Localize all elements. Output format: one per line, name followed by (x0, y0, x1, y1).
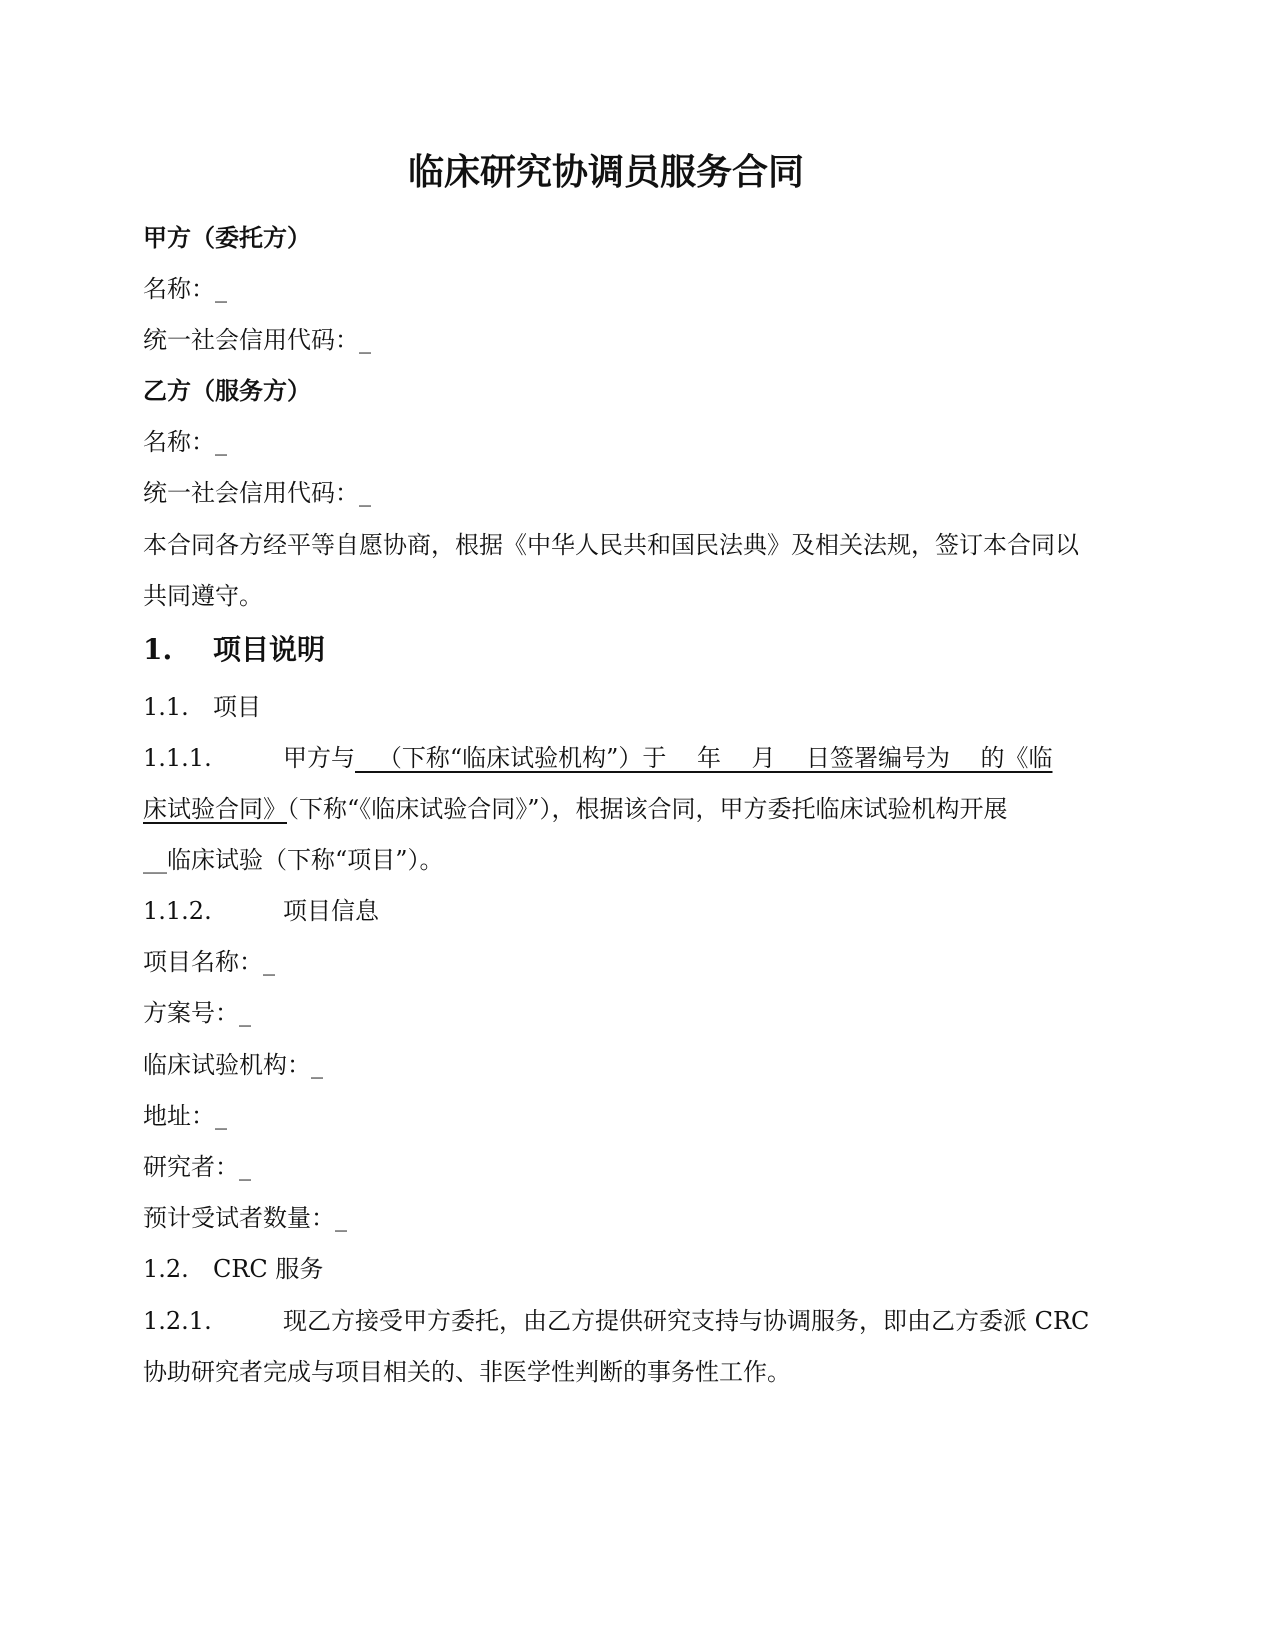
field-value: _ (311, 1051, 323, 1079)
project-field-protocol (143, 997, 251, 1029)
preamble-line-1: 本合同各方经平等自愿协商，根据《中华人民共和国民法典》及相关法规，签订本合同以 (143, 531, 1079, 559)
section-1-2-1-line-1 (143, 1305, 1089, 1337)
section-1-1-1-contract-name: 床试验合同》 (143, 795, 287, 823)
section-1-2-heading (143, 1253, 323, 1285)
project-field-subject-count (143, 1202, 347, 1234)
party-b-code-label: 统一社会信用代码： (143, 479, 359, 507)
party-b-name-label: 名称： (143, 428, 215, 456)
section-1-1-1-number: 1.1.1. (143, 744, 212, 772)
party-a-code-label: 统一社会信用代码： (143, 326, 359, 354)
party-a-name (143, 273, 227, 305)
party-b-code-value: _ (359, 479, 371, 507)
field-label: 临床试验机构： (143, 1051, 311, 1079)
section-1-1-1-text-b: （下称“临床试验机构”）于 年 月 日签署编号为 的《临 (355, 744, 1053, 772)
party-a-code (143, 324, 371, 356)
section-1-1-title: 项目 (213, 693, 261, 721)
party-a-heading: 甲方（委托方） (143, 223, 311, 252)
section-1-title: 项目说明 (213, 633, 326, 666)
field-label: 地址： (143, 1102, 215, 1130)
field-value: _ (239, 1153, 251, 1181)
document-title: 临床研究协调员服务合同 (407, 151, 804, 193)
section-1-1-2-number: 1.1.2. (143, 897, 212, 925)
party-b-heading: 乙方（服务方） (143, 376, 311, 405)
section-1-1-1-text-c: （下称“《临床试验合同》”），根据该合同，甲方委托临床试验机构开展 (287, 795, 1008, 823)
section-1-2-number: 1.2. (143, 1255, 189, 1283)
party-b-code (143, 477, 371, 509)
project-field-investigator (143, 1151, 251, 1183)
section-1-2-1-number: 1.2.1. (143, 1307, 212, 1335)
party-a-name-value: _ (215, 275, 227, 303)
project-field-institution (143, 1049, 323, 1081)
section-1-heading (143, 632, 325, 668)
preamble-line-2: 共同遵守。 (143, 582, 263, 610)
section-1-2-title: CRC 服务 (213, 1255, 324, 1283)
section-1-2-1-line-2: 协助研究者完成与项目相关的、非医学性判断的事务性工作。 (143, 1358, 791, 1386)
field-value: _ (335, 1204, 347, 1232)
field-value: _ (239, 999, 251, 1027)
section-1-1-1-line-1 (143, 742, 1053, 774)
party-b-name-value: _ (215, 428, 227, 456)
section-1-1-1-text-a: 甲方与 (283, 744, 355, 772)
project-field-address (143, 1100, 227, 1132)
field-label: 方案号： (143, 999, 239, 1027)
party-a-code-value: _ (359, 326, 371, 354)
party-b-name (143, 426, 227, 458)
field-label: 预计受试者数量： (143, 1204, 335, 1232)
field-value: _ (215, 1102, 227, 1130)
section-1-1-number: 1.1. (143, 693, 189, 721)
field-label: 项目名称： (143, 948, 263, 976)
field-value: _ (263, 948, 275, 976)
section-1-1-1-line-2 (143, 793, 1008, 825)
section-1-number: 1. (143, 633, 173, 666)
section-1-2-1-text: 现乙方接受甲方委托，由乙方提供研究支持与协调服务，即由乙方委派 CRC (283, 1307, 1090, 1335)
project-field-name (143, 946, 275, 978)
field-label: 研究者： (143, 1153, 239, 1181)
section-1-1-heading (143, 691, 261, 723)
section-1-1-2-heading (143, 895, 379, 927)
section-1-1-2-title: 项目信息 (283, 897, 379, 925)
section-1-1-1-line-3: __临床试验（下称“项目”）。 (143, 846, 444, 874)
party-a-name-label: 名称： (143, 275, 215, 303)
